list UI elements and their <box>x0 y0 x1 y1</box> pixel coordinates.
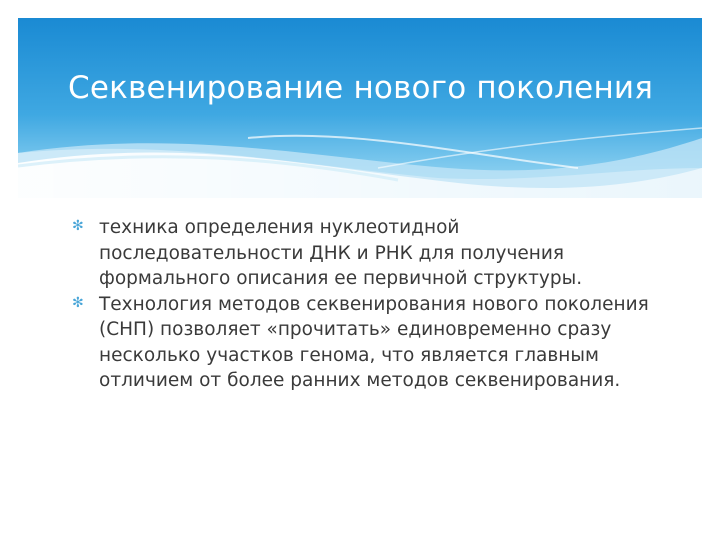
title-banner <box>18 18 702 198</box>
bullet-item <box>70 215 650 292</box>
bullet-text: техника определения нуклеотидной последовательности ДНК и РНК для получения формального описания ее первичной структуры. <box>99 217 583 289</box>
bullet-text: Технология методов секвенирования нового поколения (СНП) позволяет «прочитать» единовременно сразу несколько участков генома, что является главным отличием от более ранних методов секвенирования. <box>99 293 649 391</box>
asterisk-bullet-icon: ✻ <box>72 218 84 234</box>
bullet-item <box>70 292 650 394</box>
wave-banner-graphic <box>18 18 702 198</box>
asterisk-bullet-icon: ✻ <box>72 294 84 311</box>
bullet-list <box>70 215 650 394</box>
slide-title: Секвенирование нового поколения <box>68 70 654 106</box>
